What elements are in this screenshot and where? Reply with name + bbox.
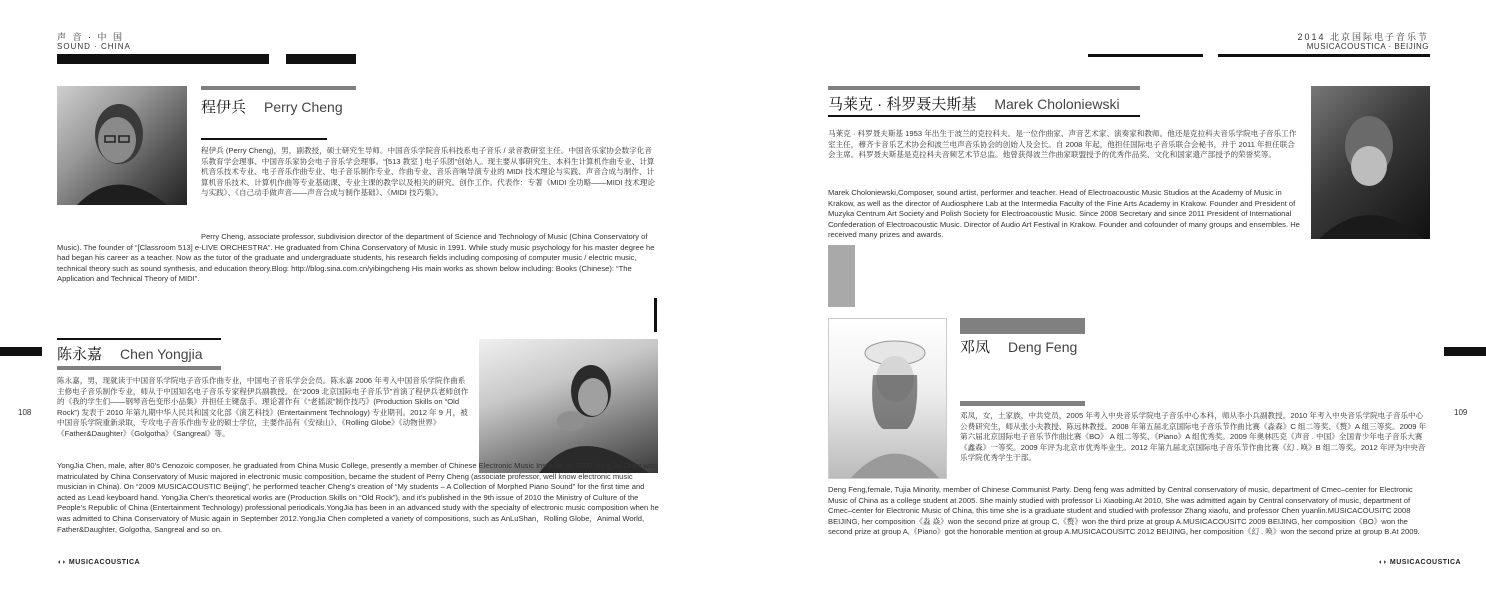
perry-cheng-bio-cn: 程伊兵 (Perry Cheng)，男，副教授，硕士研究生导师。中国音乐学院音乐科技系电子音乐 / 录音教研室主任。中国音乐家协会数字化音乐教育学会理事、中国音乐家协会电子音乐学会理事。“[513 教室 ] 电子乐团”创始人。现主要从事研究生、本科生计算机作曲专业、计算机音乐技术专业、电子音乐作曲专业、电子音乐制作专业、作曲专业、音乐音响导演专业的 MIDI 技术理论与实践、声音合成与制作、计算机音乐技术、计算机作曲等专业基础课、专业主课的教学以及相关的研究。创作工作。代表作：专著《MIDI 全功略——MIDI 技术理论与实践》、《自己动手做声音——声音合成与制作基础》、《MIDI 技巧集》。 bbox=[201, 146, 655, 198]
marek-bio-cn: 马莱克 · 科罗聂夫斯基 1953 年出生于波兰的克拉科夫。是一位作曲家、声音艺术家、演奏家和教师。他还是克拉科夫音乐学院电子音乐工作室主任，穆齐卡音乐艺术协会和波兰电声音乐协会的创始人及会长。自 2008 年起，他担任国际电子音乐联合会秘书，并于 2011 年担任联合会主席。科罗聂夫斯基是克拉科夫音频艺术节总监。他曾获得波兰作曲家联盟授予的优秀作品奖、文化和国家遗产部授予的荣誉奖等。 bbox=[828, 129, 1297, 160]
musicacoustica-logo-left bbox=[57, 559, 140, 566]
header-bar-right-1 bbox=[1088, 54, 1203, 57]
marek-name-en: Marek Choloniewski bbox=[994, 96, 1120, 112]
chen-yongjia-name-en: Chen Yongjia bbox=[120, 346, 203, 362]
chen-yongjia-top-rule bbox=[57, 338, 221, 340]
page-number-left: 108 bbox=[18, 408, 32, 417]
decorative-grey-block bbox=[828, 245, 855, 307]
logo-text-right: MUSICACOUSTICA bbox=[1389, 559, 1462, 566]
chen-yongjia-bio-en: YongJia Chen, male, after 80’s Cenozoic composer, he graduated from China Music College, presently a member of Chinese Electronic Music Institute. In 2006,YongJia Chen was matriculated by China Conservatory of Music majored in electronic music composition, became the student of Perry Cheng (associate professor, well know electronic music musician in China). On “2009 MUSICACOUSTIC Beijing”, he performed teacher Cheng’s creation of “My students – A Collection of Morphed Piano Sound” for the first time and acted as Lead keyboard hand. YongJia Chen’s theoretical works are (Production Skills on “Old Rock”), and it’s published in the 9th issue of 2010 the Ministry of Culture of the People’s Republic of China (Entertainment Technology) professional periodicals.YongJia has been in an advanced study with the specialty of electronic music composition when he was admitted to China Conservatory of Music again in September 2012.YongJia Chen completed a variety of compositions, such as AnLuShan，Rolling Globe，Animal World, Father&Daughter, Golgotha, Sangreal and so on. bbox=[57, 461, 659, 534]
portrait-figure-icon bbox=[57, 86, 187, 205]
portrait-figure-icon bbox=[829, 319, 947, 479]
marek-bio-en: Marek Choloniewski,Composer, sound artist, performer and teacher. Head of Electroacoustic Music Studios at the Academy of Music in Krakow, as well as the director of Audiosphere Lab at the Intermedia Faculty of the Fine Arts Academy in Krakow. Founder and President of Muzyka Centrum Art Society and Polish Society for Electroacoustic Music. Since 2008 Secretary and since 2011 President of International Confederation of Electroacoustic Music. Director of Audio Art Festival in Krakow. Founder and cofounder of many groups and ensembles. He received many prizes and awards. bbox=[828, 188, 1300, 240]
deng-feng-bio-cn: 邓凤，女，土家族，中共党员，2005 年考入中央音乐学院电子音乐中心本科，师从李小兵副教授。2010 年考入中央音乐学院电子音乐中心公费研究生，师从张小夫教授、陈远林教授。2008 年第五届北京国际电子音乐节作曲比赛《淼森》C 组二等奖、《赘》A 组三等奖。2009 年第六届北京国际电子音乐节作曲比赛《BO》 A 组二等奖、《Piano》A 组优秀奖。2009 年奥林匹克《声音 . 中国》全国青少年电子音乐大赛《鑫森》一等奖。2009 年评为北京市优秀毕业生。2012 年第九届北京国际电子音乐节作曲比赛《幻 . 唤》B 组二等奖。2012 年评为中央音乐学院优秀学生干部。 bbox=[960, 411, 1427, 463]
logo-mark-icon: ◖◗ bbox=[57, 559, 67, 566]
portrait-figure-icon bbox=[1311, 86, 1430, 239]
chen-yongjia-photo bbox=[479, 339, 658, 473]
musicacoustica-logo-right bbox=[1378, 559, 1461, 566]
deng-feng-name-en: Deng Feng bbox=[1008, 339, 1078, 355]
header-left-cn: 声 音 · 中 国 bbox=[57, 32, 124, 42]
page-number-right: 109 bbox=[1454, 408, 1468, 417]
marek-heading bbox=[828, 93, 1120, 114]
deng-feng-top-rule bbox=[960, 318, 1085, 334]
marek-name-cn: 马莱克 · 科罗聂夫斯基 bbox=[828, 96, 977, 113]
logo-mark-icon: ◖◗ bbox=[1378, 559, 1388, 566]
header-right-cn: 2014 北京国际电子音乐节 bbox=[1297, 32, 1429, 42]
header-right bbox=[1297, 32, 1429, 52]
right-edge-marker bbox=[1444, 347, 1486, 356]
perry-cheng-heading bbox=[201, 96, 343, 117]
portrait-figure-icon bbox=[479, 339, 658, 473]
perry-cheng-rule bbox=[201, 138, 327, 140]
header-bar-left-1 bbox=[57, 54, 269, 64]
chen-yongjia-heading bbox=[57, 343, 203, 364]
left-edge-marker bbox=[0, 347, 42, 356]
perry-cheng-top-rule bbox=[201, 86, 356, 90]
marek-photo bbox=[1311, 86, 1430, 239]
deng-feng-name-cn: 邓凤 bbox=[960, 339, 991, 356]
perry-cheng-bio-en: Perry Cheng, associate professor, subdivision director of the department of Science and Technology of Music (China Conservatory of Music). The founder of “[Classroom 513] e-LIVE ORCHESTRA”. He graduated from China Conservatory of Music in 1991. While study music psychology for his master degree he had began his career as a teacher. Now as the tutor of the graduate and undergraduate students, his research fields including composing of computer music / electric music, technical theory such as sound synthesis, and education theory.Blog: http://blog.sina.com.cn/yibingcheng His main works as shown below including: Books (Chinese): “The Application and Technical Theory of MIDI”. bbox=[57, 232, 655, 284]
deng-feng-rule bbox=[960, 401, 1085, 406]
chen-yongjia-name-cn: 陈永嘉 bbox=[57, 346, 103, 363]
marek-rule bbox=[828, 115, 1140, 117]
chen-yongjia-rule bbox=[57, 366, 221, 370]
header-left bbox=[57, 32, 131, 52]
deng-feng-bio-en: Deng Feng,female, Tujia Minority, member of Chinese Communist Party. Deng feng was admitted by Central conservatory of music, department of Cmec–center for Electronic Music of China as a college student at 2005. She mainly studied with professor Li Xiaobing.At 2010, She was admitted again by Central conservatory of music, department of Cmec–center for Electronic Music of China, this time she is a graduate student and studied with professor Zhang xiaofu, and professor Chen yuanlin.MUSICACOUSITC 2008 BEIJING, her composition《淼 焱》won the second prize at group C,《赘》won the third prize at group A.MUSICACOUSITC 2009 BEIJING, her composition《BO》won the second prize at group A,《Piano》got the honorable mention at group A.MUSICACOUSITC 2012 BEIJING, her composition《幻 . 唤》won the second prize at group B.At 2009. bbox=[828, 485, 1420, 537]
deng-feng-photo bbox=[828, 318, 947, 479]
logo-text-left: MUSICACOUSTICA bbox=[68, 559, 141, 566]
header-bar-right-2 bbox=[1218, 54, 1430, 57]
header-left-en: SOUND · CHINA bbox=[57, 42, 131, 51]
chen-yongjia-bio-cn: 陈永嘉，男，现就读于中国音乐学院电子音乐作曲专业，中国电子音乐学会会员。陈永嘉 2006 年考入中国音乐学院作曲系主修电子音乐制作专业，师从于中国知名电子音乐专家程伊兵副教授。在“2009 北京国际电子音乐节”首演了程伊兵老师创作的《我的学生们——钢琴音色变形小品集》并担任主键盘手。理论著作有《“老摇滚”制作技巧》(Production Skills on “Old Rock”) 发表于 2010 年第九期中华人民共和国文化部《演艺科技》(Entertainment Technology) 专业期刊。2012 年 9 月，被中国音乐学院重新录取，专攻电子音乐作曲专业的硕士学位，主要作品有《安禄山》、《Rolling Globe》《动物世界》《Father&Daughter》《Golgotha》《Sangreal》等。 bbox=[57, 376, 469, 438]
header-right-en: MUSICACOUSTICA · BEIJING bbox=[1306, 42, 1429, 51]
perry-cheng-photo bbox=[57, 86, 187, 205]
perry-cheng-name-cn: 程伊兵 bbox=[201, 99, 247, 116]
deng-feng-heading bbox=[960, 336, 1077, 357]
marek-top-rule bbox=[828, 86, 1140, 90]
section-divider-left bbox=[654, 298, 657, 332]
header-bar-left-2 bbox=[286, 54, 356, 64]
perry-cheng-name-en: Perry Cheng bbox=[264, 99, 343, 115]
